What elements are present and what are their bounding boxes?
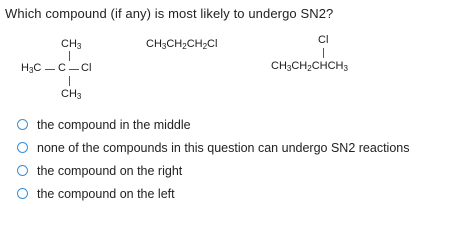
option-left[interactable] xyxy=(17,182,409,205)
bond-right-compound xyxy=(323,48,324,58)
bond-bottom xyxy=(69,76,70,86)
compound-left-top-methyl: $CH_3$ xyxy=(61,38,82,51)
option-label: the compound in the middle xyxy=(37,117,191,132)
answer-options xyxy=(17,113,409,205)
compound-right-chlorine: Cl xyxy=(318,34,329,46)
compound-left-methyl: $H_3C$ xyxy=(21,62,42,75)
compound-left-bottom-methyl: $CH_3$ xyxy=(61,88,82,101)
option-label: the compound on the left xyxy=(37,186,175,201)
compound-middle-formula: $CH_3CH_2CH_2Cl$ xyxy=(146,38,218,51)
bond-right xyxy=(69,69,79,70)
compound-right-formula: $CH_3CH_2CHCH_3$ xyxy=(271,60,348,73)
option-label: the compound on the right xyxy=(37,163,183,178)
bond-top xyxy=(69,51,70,61)
option-middle[interactable] xyxy=(17,113,409,136)
radio-button[interactable] xyxy=(17,119,28,130)
option-label: none of the compounds in this question can undergo SN2 reactions xyxy=(37,140,410,155)
compound-left-chlorine: Cl xyxy=(81,62,92,74)
compound-left-carbon: C xyxy=(58,62,66,74)
option-right[interactable] xyxy=(17,159,409,182)
option-none[interactable] xyxy=(17,136,409,159)
radio-button[interactable] xyxy=(17,165,28,176)
question-text: Which compound (if any) is most likely to undergo SN2? xyxy=(5,6,334,21)
radio-button[interactable] xyxy=(17,142,28,153)
bond-left xyxy=(45,69,55,70)
radio-button[interactable] xyxy=(17,188,28,199)
